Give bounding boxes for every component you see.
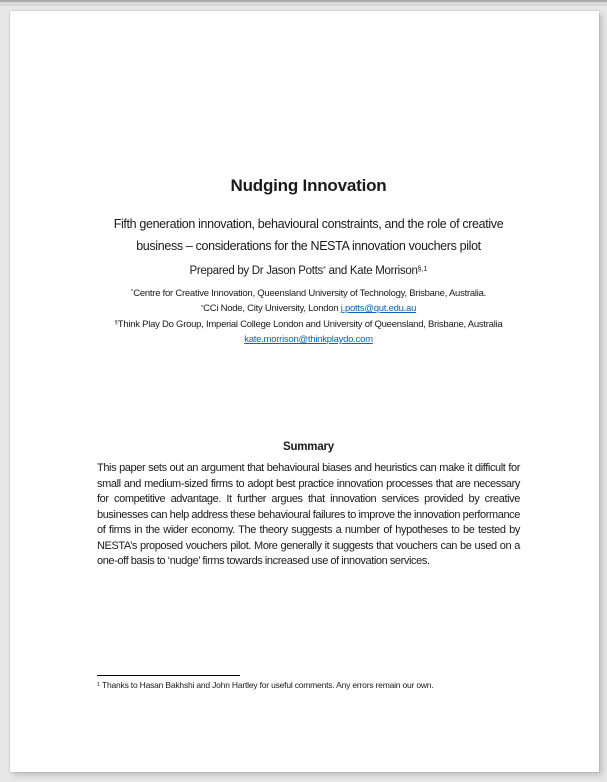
author-footnote-marker-potts: * [323,264,326,273]
email-link-kate-morrison[interactable]: kate.morrison@thinkplaydo.com [244,334,373,346]
email-link-jpotts[interactable]: j.potts@qut.edu.au [340,303,417,315]
footnote-text [97,680,520,693]
affiliation-line-2 [77,302,540,317]
affiliation-1-text: Centre for Creative Innovation, Queensland University of Technology, Brisbane, Australia. [133,288,487,299]
byline-connector: and Kate Morrison [325,265,418,277]
affiliation-line-1 [77,287,540,302]
affiliations-block [77,287,540,347]
window-chrome-strip [0,0,607,6]
byline-prefix: Prepared by Dr Jason Potts [189,265,323,277]
summary-heading: Summary [282,441,334,453]
summary-paragraph: This paper sets out an argument that behavioural biases and heuristics can make it difficult for small and medium-sized firms to adopt best practice innovation processes that are necessary for competitive advantage. It further argues that innovation services provided by creative businesses can help address these behavioural failures to improve the innovation performance of firms in the wider economy. The theory suggests a number of hypotheses to be tested by NESTA’s proposed vouchers pilot. More generally it suggests that vouchers can be used on a one-off basis to ‘nudge’ firms towards increased use of innovation services. [97,462,520,567]
paper-title: Nudging Innovation [230,176,387,195]
footnote-area [97,675,520,693]
paper-subtitle-line-1: Fifth generation innovation, behavioural constraints, and the role of creative [113,217,504,231]
author-footnote-marker-morrison: §,1 [417,264,428,273]
affiliation-3-text: Think Play Do Group, Imperial College London and University of Queensland, Brisbane, Australia [117,318,503,330]
footnote-marker: 1 [97,681,100,688]
affiliation-line-3 [77,318,540,333]
author-byline [97,265,520,277]
document-page [10,11,599,772]
affiliation-line-4 [77,333,540,346]
affiliation-1-marker: * [130,289,134,296]
footnote-body: Thanks to Hasan Bakhshi and John Hartley for useful comments. Any errors remain our own. [99,680,434,690]
footnote-separator-rule [97,675,240,676]
affiliation-3-marker: § [114,320,118,327]
paper-subtitle [93,213,524,257]
affiliation-2-marker: * [200,304,204,311]
affiliation-2-text: CCi Node, City University, London [203,303,341,315]
paper-subtitle-line-2: business – considerations for the NESTA innovation vouchers pilot [136,239,481,253]
